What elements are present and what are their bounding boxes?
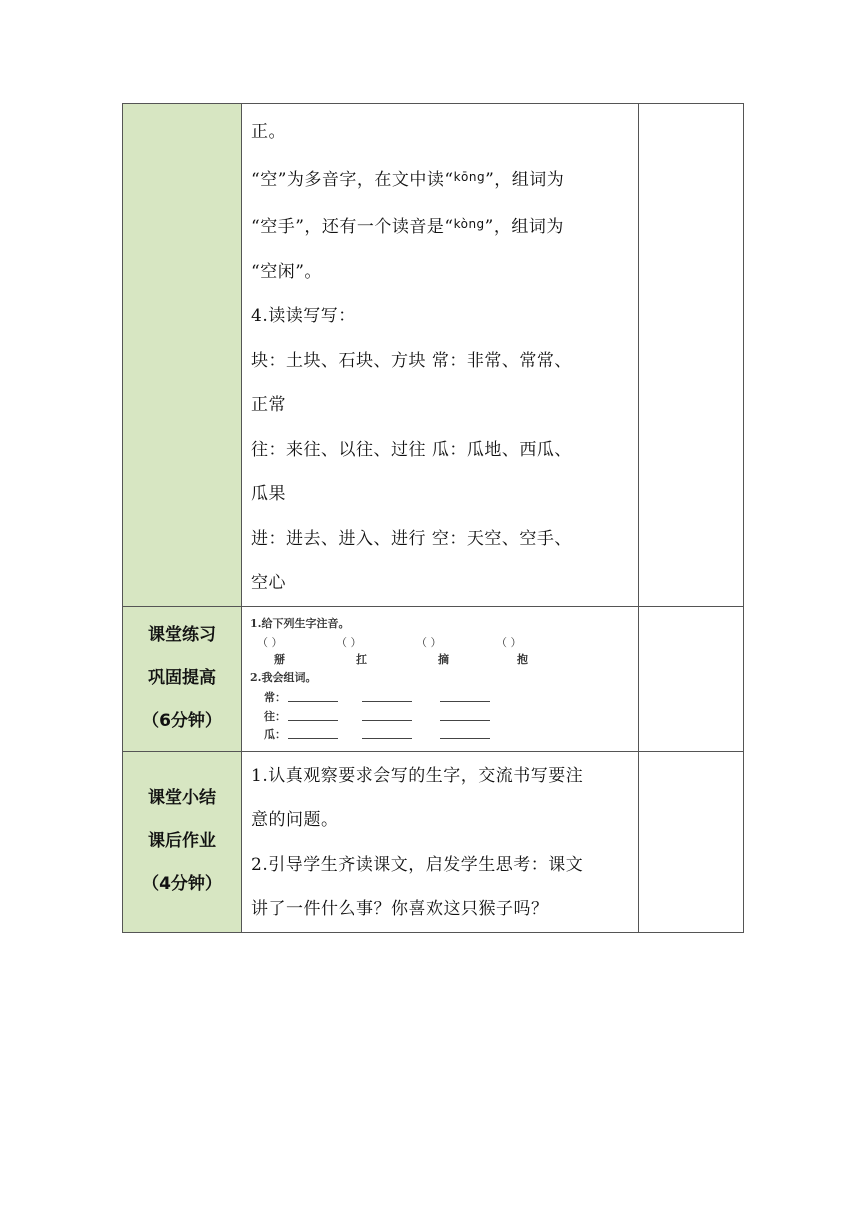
text-line: 讲了一件什么事？你喜欢这只猴子吗？ xyxy=(251,899,549,919)
exercise-question-1: 1.给下列生字注音。 xyxy=(250,616,350,630)
text-line: 块：土块、石块、方块 常：非常、常常、 xyxy=(251,350,572,371)
text-segment: ”，组词为 xyxy=(484,217,564,237)
text-line: 往：来往、以往、过往 瓜：瓜地、西瓜、 xyxy=(251,439,572,460)
label-line: 课堂小结 xyxy=(148,788,216,808)
table-row xyxy=(123,104,744,607)
text-segment: ”，组词为 xyxy=(485,169,565,190)
exercise-cell xyxy=(242,606,639,751)
blank-line xyxy=(440,701,490,702)
blank-line xyxy=(288,738,338,739)
exercise-char: 扛 xyxy=(356,652,367,666)
lesson-table xyxy=(122,103,744,933)
exercise-image xyxy=(242,607,638,750)
label-line: 巩固提高 xyxy=(148,668,216,688)
notes-cell xyxy=(639,606,744,751)
label-line: 课堂练习 xyxy=(148,625,216,645)
label-line: 课后作业 xyxy=(148,831,216,851)
text-segment: “空手”，还有一个读音是“ xyxy=(251,217,454,237)
text-line: 正常 xyxy=(251,395,286,415)
text-segment: “空”为多音字，在文中读“ xyxy=(251,169,454,190)
content-cell xyxy=(242,751,639,932)
exercise-char: 摘 xyxy=(438,652,449,666)
blank-line xyxy=(362,738,412,739)
table-row xyxy=(123,751,744,932)
table-row xyxy=(123,606,744,751)
blank-line xyxy=(440,738,490,739)
text-line: 2.引导学生齐读课文，启发学生思考：课文 xyxy=(251,854,584,875)
text-line: 空心 xyxy=(251,573,286,593)
text-line xyxy=(251,202,630,250)
text-line: 正。 xyxy=(251,122,286,142)
label-cell-empty xyxy=(123,104,242,607)
text-line xyxy=(251,155,630,203)
text-line: “空闲”。 xyxy=(251,261,322,282)
exercise-question-2: 2.我会组词。 xyxy=(250,670,317,684)
blank-line xyxy=(288,720,338,721)
answer-paren: （ ） xyxy=(257,635,283,649)
label-line: （4分钟） xyxy=(142,874,222,894)
blank-line xyxy=(362,701,412,702)
text-line: 瓜果 xyxy=(251,484,286,504)
word-row-label: 常： xyxy=(264,690,286,704)
answer-paren: （ ） xyxy=(336,635,362,649)
word-row-label: 瓜： xyxy=(264,727,286,741)
blank-line xyxy=(440,720,490,721)
text-line: 进：进去、进入、进行 空：天空、空手、 xyxy=(251,528,572,549)
pinyin-kong1: kōng xyxy=(453,169,486,184)
blank-line xyxy=(362,720,412,721)
word-row-label: 往： xyxy=(264,709,286,723)
notes-cell xyxy=(639,751,744,932)
text-line: 4.读读写写： xyxy=(251,306,356,326)
blank-line xyxy=(288,701,338,702)
label-line: （6分钟） xyxy=(142,711,222,731)
content-cell xyxy=(242,104,639,607)
exercise-char: 抱 xyxy=(517,652,528,666)
text-line: 1.认真观察要求会写的生字，交流书写要注 xyxy=(251,765,584,786)
answer-paren: （ ） xyxy=(496,635,522,649)
exercise-char: 掰 xyxy=(274,652,285,666)
pinyin-kong4: kòng xyxy=(453,217,485,231)
label-cell xyxy=(123,751,242,932)
label-cell xyxy=(123,606,242,751)
answer-paren: （ ） xyxy=(416,635,442,649)
text-line: 意的问题。 xyxy=(251,810,339,830)
notes-cell xyxy=(639,104,744,607)
